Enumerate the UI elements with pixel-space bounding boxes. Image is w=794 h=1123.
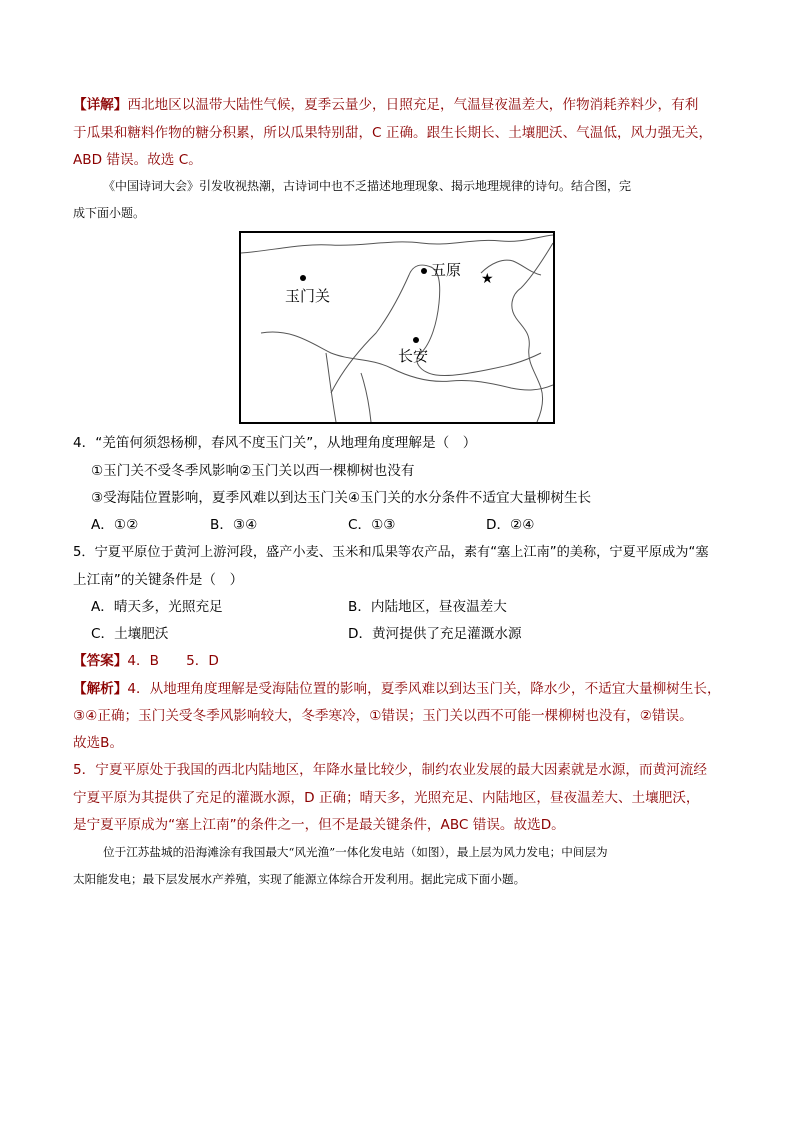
q4-choice-c[interactable]: C．①③ xyxy=(348,517,396,533)
changan-marker xyxy=(413,337,419,343)
map-lines xyxy=(241,233,553,422)
q5-stem-line-2: 上江南”的关键条件是（ ） xyxy=(73,572,244,588)
q4-stem: 4．“羌笛何须怨杨柳，春风不度玉门关”，从地理角度理解是（ ） xyxy=(73,435,477,451)
intro2-line-2: 太阳能发电；最下层发展水产养殖，实现了能源立体综合开发利用。据此完成下面小题。 xyxy=(73,872,526,886)
detail-text-1: 西北地区以温带大陆性气候，夏季云量少，日照充足，气温昼夜温差大，作物消耗养料少，有利 xyxy=(127,97,699,113)
q5-choice-d[interactable]: D．黄河提供了充足灌溉水源 xyxy=(348,626,522,642)
q4-option-line-2: ③受海陆位置影响，夏季风难以到达玉门关④玉门关的水分条件不适宜大量柳树生长 xyxy=(91,490,592,506)
intro1-line-1: 《中国诗词大会》引发收视热潮，古诗词中也不乏描述地理现象、揭示地理规律的诗句。结合图，完 xyxy=(103,179,632,193)
detail-line-2: 于瓜果和糖料作物的糖分积累，所以瓜果特别甜，C 正确。跟生长期长、土壤肥沃、气温低，风力强无关， xyxy=(73,125,713,141)
q4-choice-a[interactable]: A．①② xyxy=(91,517,139,533)
wuyuan-marker xyxy=(421,268,427,274)
analysis-line-5: 宁夏平原为其提供了充足的灌溉水源，D 正确；晴天多，光照充足、内陆地区，昼夜温差大、土壤肥沃， xyxy=(73,790,700,806)
analysis-line-6: 是宁夏平原成为“塞上江南”的条件之一，但不是最关键条件，ABC 错误。故选D。 xyxy=(73,817,565,833)
intro1-line-2: 成下面小题。 xyxy=(73,206,146,220)
star-icon: ★ xyxy=(481,271,494,287)
detail-line-1 xyxy=(73,96,698,114)
detail-line-3: ABD 错误。故选 C。 xyxy=(73,152,202,168)
changan-label: 长安 xyxy=(398,347,429,365)
analysis-tag: 【解析】 xyxy=(73,681,128,697)
answer-text: 4．B 5．D xyxy=(127,653,219,669)
q5-choice-b[interactable]: B．内陆地区，昼夜温差大 xyxy=(348,599,507,615)
analysis-line-4: 5．宁夏平原处于我国的西北内陆地区，年降水量比较少，制约农业发展的最大因素就是水源，而黄河流经 xyxy=(73,762,707,778)
q5-choice-c[interactable]: C．土壤肥沃 xyxy=(91,626,169,642)
answer-tag: 【答案】 xyxy=(73,653,128,669)
yumenguan-label: 玉门关 xyxy=(285,287,331,305)
detail-tag: 【详解】 xyxy=(73,97,128,113)
wuyuan-label: 五原 xyxy=(431,261,462,279)
q5-stem-line-1: 5．宁夏平原位于黄河上游河段，盛产小麦、玉米和瓜果等农产品，素有“塞上江南”的美称，宁夏平原成为“塞 xyxy=(73,545,709,560)
analysis-text-1: 4．从地理角度理解是受海陆位置的影响，夏季风难以到达玉门关，降水少，不适宜大量柳树生长， xyxy=(127,681,721,697)
q4-choice-b[interactable]: B．③④ xyxy=(210,517,258,533)
answer-line xyxy=(73,652,219,670)
yumenguan-marker xyxy=(300,275,306,281)
q5-choice-a[interactable]: A．晴天多，光照充足 xyxy=(91,599,223,615)
q4-option-line-1: ①玉门关不受冬季风影响②玉门关以西一棵柳树也没有 xyxy=(91,463,415,479)
analysis-line-2: ③④正确；玉门关受冬季风影响较大，冬季寒冷，①错误；玉门关以西不可能一棵柳树也没有，②错误。 xyxy=(73,708,693,724)
analysis-line-1 xyxy=(73,680,721,698)
map-figure xyxy=(239,231,555,424)
intro2-line-1: 位于江苏盐城的沿海滩涂有我国最大“风光渔”一体化发电站（如图），最上层为风力发电；中间层为 xyxy=(103,845,608,859)
q4-choice-d[interactable]: D．②④ xyxy=(486,517,535,533)
analysis-line-3: 故选B。 xyxy=(73,735,124,751)
